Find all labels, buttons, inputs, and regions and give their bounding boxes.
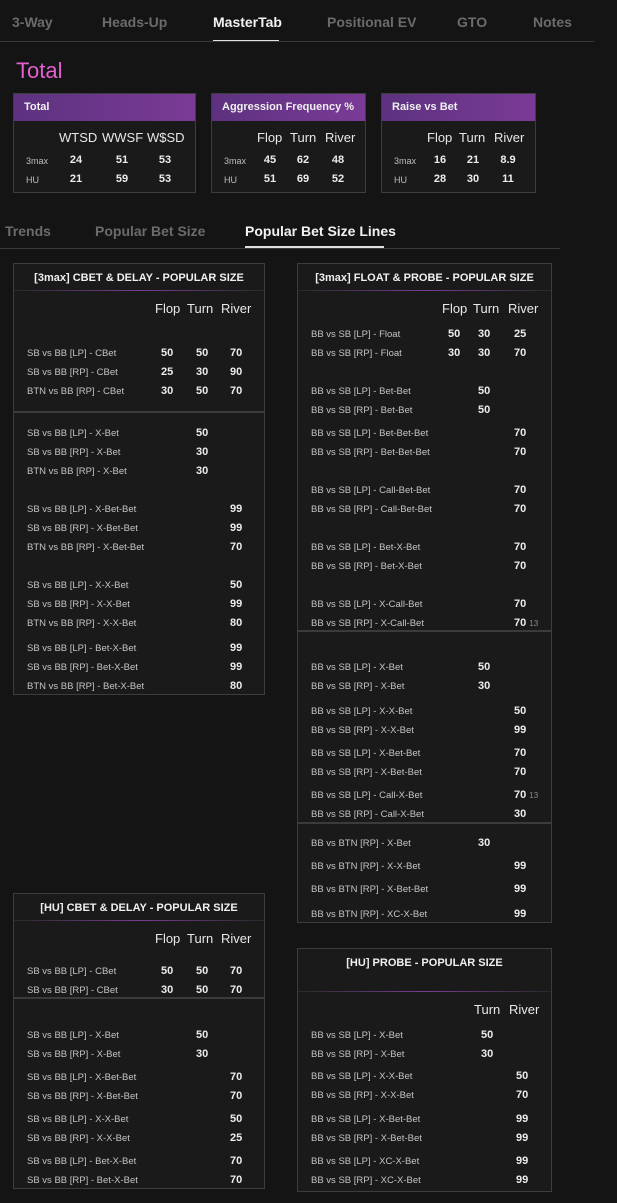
bet-size-value: 30 [478, 680, 491, 692]
bet-size-value: 30 [196, 1048, 209, 1060]
column-header: River [221, 931, 252, 946]
stat-box-title: Total [14, 94, 195, 121]
bet-size-value: 50 [478, 385, 491, 397]
row-label: SB vs BB [LP] - X-Bet [27, 1030, 119, 1041]
page-title: Total [16, 58, 63, 83]
bet-size-value: 70 13 [514, 617, 539, 629]
bet-size-value: 50 [516, 1070, 529, 1082]
sample-count: 13 [529, 619, 539, 628]
column-header: River [494, 130, 525, 145]
bet-size-value: 70 [514, 598, 527, 610]
stat-box-title: Aggression Frequency % [212, 94, 365, 121]
row-label: HU [224, 175, 237, 185]
stat-value: 21 [466, 154, 480, 166]
bet-size-value: 30 [478, 328, 491, 340]
column-header: WWSF [102, 130, 144, 145]
stat-value: 48 [331, 154, 345, 166]
row-label: BB vs SB [RP] - X-X-Bet [311, 725, 414, 736]
row-label: SB vs BB [RP] - X-X-Bet [27, 1133, 130, 1144]
bet-size-value: 99 [230, 522, 243, 534]
bet-size-value: 70 [230, 385, 243, 397]
bet-size-value: 99 [230, 503, 243, 515]
bet-size-value: 80 [230, 680, 243, 692]
row-label: BB vs BTN [RP] - XC-X-Bet [311, 909, 428, 920]
bet-size-value: 99 [230, 661, 243, 673]
bet-size-value: 70 [230, 1090, 243, 1102]
bet-size-value: 70 [516, 1089, 529, 1101]
column-header: River [221, 301, 252, 316]
row-label: BB vs SB [LP] - X-Bet-Bet [311, 748, 421, 759]
bet-size-value: 99 [514, 883, 527, 895]
row-label: BB vs BTN [RP] - X-X-Bet [311, 861, 421, 872]
bet-size-value: 99 [516, 1174, 529, 1186]
bet-size-value: 70 [514, 427, 527, 439]
row-label: BB vs SB [LP] - Bet-Bet [311, 386, 411, 397]
bet-size-value: 50 [448, 328, 461, 340]
row-label: 3max [394, 156, 417, 166]
bet-size-value: 99 [514, 908, 527, 920]
bet-size-value: 50 [161, 347, 174, 359]
column-header: Flop [155, 301, 181, 316]
row-label: BB vs SB [RP] - Bet-Bet-Bet [311, 447, 430, 458]
row-label: BTN vs BB [RP] - X-Bet-Bet [27, 542, 145, 553]
row-label: SB vs BB [RP] - CBet [27, 367, 118, 378]
row-label: BB vs SB [LP] - Bet-Bet-Bet [311, 428, 429, 439]
group-separator [14, 411, 264, 413]
row-label: SB vs BB [RP] - X-X-Bet [27, 599, 130, 610]
bet-size-value: 70 [230, 1174, 243, 1186]
bet-size-value: 50 [196, 1029, 209, 1041]
column-header: Turn [473, 301, 500, 316]
column-header: Flop [155, 931, 181, 946]
row-label: SB vs BB [LP] - Bet-X-Bet [27, 643, 137, 654]
column-header: Turn [459, 130, 486, 145]
row-label: BB vs SB [RP] - X-Bet [311, 1049, 405, 1060]
panel-title: [3max] FLOAT & PROBE - POPULAR SIZE [315, 272, 534, 284]
row-label: BB vs SB [LP] - Call-Bet-Bet [311, 485, 431, 496]
stat-value: 16 [433, 154, 447, 166]
row-label: HU [394, 175, 407, 185]
bet-size-value: 50 [196, 965, 209, 977]
column-header: River [325, 130, 356, 145]
row-label: BB vs SB [RP] - X-X-Bet [311, 1090, 414, 1101]
tab-popular-bet-size[interactable]: Popular Bet Size [95, 223, 206, 239]
row-label: SB vs BB [LP] - CBet [27, 966, 117, 977]
bet-size-value: 70 [514, 503, 527, 515]
row-label: SB vs BB [LP] - X-Bet-Bet [27, 504, 137, 515]
bet-size-value: 70 [514, 484, 527, 496]
bet-size-value: 25 [514, 328, 527, 340]
panel-hu-probe [297, 948, 552, 1192]
stat-box-raise-vs-bet [381, 93, 536, 193]
row-label: BB vs SB [LP] - X-X-Bet [311, 1071, 413, 1082]
column-header: Turn [187, 931, 214, 946]
bet-size-value: 25 [161, 366, 174, 378]
row-label: BB vs SB [LP] - X-Call-Bet [311, 599, 423, 610]
tabs-divider [0, 41, 594, 42]
bet-size-value: 50 [161, 965, 174, 977]
bet-size-value: 70 [230, 1071, 243, 1083]
panel-title-underline [298, 290, 551, 291]
stat-value: 45 [263, 154, 277, 166]
bet-size-value: 70 [230, 965, 243, 977]
stat-value: 69 [296, 173, 310, 185]
row-label: BTN vs BB [RP] - X-X-Bet [27, 618, 137, 629]
row-label: BB vs SB [LP] - X-X-Bet [311, 706, 413, 717]
stat-value: 52 [331, 173, 345, 185]
row-label: SB vs BB [RP] - X-Bet [27, 447, 121, 458]
bet-size-value: 30 [478, 347, 491, 359]
bet-size-value: 99 [516, 1155, 529, 1167]
tab-trends[interactable]: Trends [5, 223, 51, 239]
row-label: BB vs SB [RP] - X-Call-Bet [311, 618, 424, 629]
row-label: SB vs BB [LP] - X-X-Bet [27, 580, 129, 591]
row-label: SB vs BB [RP] - Bet-X-Bet [27, 1175, 138, 1186]
bet-size-value: 30 [448, 347, 461, 359]
bet-size-value: 70 [514, 766, 527, 778]
column-header: Turn [187, 301, 214, 316]
bet-size-value: 30 [161, 984, 174, 996]
panel-title: [HU] CBET & DELAY - POPULAR SIZE [40, 902, 238, 914]
row-label: SB vs BB [LP] - Bet-X-Bet [27, 1156, 137, 1167]
tab-mastertab[interactable]: MasterTab [213, 14, 282, 30]
row-label: BB vs SB [LP] - XC-X-Bet [311, 1156, 420, 1167]
column-header: River [509, 1002, 540, 1017]
section-tabs-divider [0, 248, 560, 249]
panel-title-underline [14, 290, 264, 291]
bet-size-value: 70 [514, 446, 527, 458]
row-label: BB vs SB [RP] - Bet-Bet [311, 405, 413, 416]
row-label: BB vs SB [RP] - Call-X-Bet [311, 809, 424, 820]
row-label: SB vs BB [RP] - Bet-X-Bet [27, 662, 138, 673]
tab-popular-bet-size-lines[interactable]: Popular Bet Size Lines [245, 223, 396, 239]
tab-heads-up[interactable]: Heads-Up [102, 14, 168, 30]
bet-size-value: 50 [478, 661, 491, 673]
bet-size-value: 50 [196, 347, 209, 359]
group-separator [14, 997, 264, 999]
bet-size-value: 90 [230, 366, 243, 378]
bet-size-value: 50 [230, 579, 243, 591]
group-separator [298, 822, 551, 824]
column-header: Flop [442, 301, 468, 316]
sample-count: 13 [529, 791, 539, 800]
tab-3-way[interactable]: 3-Way [12, 14, 53, 30]
bet-size-value: 25 [230, 1132, 243, 1144]
column-header: WTSD [59, 130, 98, 145]
panel-title: [HU] PROBE - POPULAR SIZE [346, 957, 503, 969]
stat-value: 53 [158, 173, 172, 185]
bet-size-value: 30 [196, 366, 209, 378]
row-label: SB vs BB [RP] - X-Bet-Bet [27, 1091, 138, 1102]
bet-size-value: 70 [230, 347, 243, 359]
row-label: BB vs SB [RP] - Call-Bet-Bet [311, 504, 432, 515]
row-label: BB vs SB [RP] - X-Bet-Bet [311, 767, 422, 778]
bet-size-value: 30 [481, 1048, 494, 1060]
row-label: BB vs SB [LP] - Bet-X-Bet [311, 542, 421, 553]
column-header: W$SD [147, 130, 185, 145]
row-label: SB vs BB [LP] - CBet [27, 348, 117, 359]
bet-size-value: 80 [230, 617, 243, 629]
tab-gto[interactable]: GTO [457, 14, 488, 30]
row-label: SB vs BB [LP] - X-Bet-Bet [27, 1072, 137, 1083]
stat-value: 24 [69, 154, 83, 166]
column-header: Flop [257, 130, 283, 145]
row-label: SB vs BB [RP] - CBet [27, 985, 118, 996]
bet-size-value: 70 [514, 347, 527, 359]
row-label: BB vs BTN [RP] - X-Bet-Bet [311, 884, 429, 895]
bet-size-value: 30 [196, 465, 209, 477]
row-label: SB vs BB [RP] - X-Bet-Bet [27, 523, 138, 534]
tab-notes[interactable]: Notes [533, 14, 572, 30]
stat-value: 28 [433, 173, 447, 185]
row-label: BB vs SB [LP] - X-Bet-Bet [311, 1114, 421, 1125]
bet-size-value: 50 [481, 1029, 494, 1041]
bet-size-value: 70 13 [514, 789, 539, 801]
bet-size-value: 99 [516, 1132, 529, 1144]
row-label: BB vs SB [RP] - XC-X-Bet [311, 1175, 421, 1186]
bet-size-value: 50 [514, 705, 527, 717]
stat-box-aggression-frequency [211, 93, 366, 193]
stat-value: 11 [502, 173, 514, 185]
bet-size-value: 70 [514, 560, 527, 572]
row-label: BB vs SB [RP] - X-Bet-Bet [311, 1133, 422, 1144]
stat-box-title: Raise vs Bet [382, 94, 535, 121]
bet-size-value: 30 [478, 837, 491, 849]
column-header: Turn [474, 1002, 501, 1017]
panel-title-underline [14, 920, 264, 921]
bet-size-value: 70 [230, 541, 243, 553]
column-header: Turn [290, 130, 317, 145]
bet-size-value: 70 [514, 541, 527, 553]
stat-value: 59 [115, 173, 129, 185]
bet-size-value: 30 [196, 446, 209, 458]
row-label: BB vs SB [RP] - Bet-X-Bet [311, 561, 422, 572]
bet-size-value: 99 [230, 642, 243, 654]
panel-3max-cbet-delay [13, 263, 265, 695]
stat-value: 8.9 [500, 154, 516, 166]
column-header: River [508, 301, 539, 316]
stat-box-total [13, 93, 196, 193]
column-header: Flop [427, 130, 453, 145]
stat-value: 30 [466, 173, 480, 185]
bet-size-value: 50 [230, 1113, 243, 1125]
stat-value: 21 [69, 173, 83, 185]
bet-size-value: 50 [196, 385, 209, 397]
tab-positional-ev[interactable]: Positional EV [327, 14, 417, 30]
stat-value: 62 [296, 154, 310, 166]
row-label: BTN vs BB [RP] - CBet [27, 386, 125, 397]
panel-hu-cbet-delay [13, 893, 265, 1189]
bet-size-value: 30 [514, 808, 527, 820]
row-label: BTN vs BB [RP] - Bet-X-Bet [27, 681, 145, 692]
bet-size-value: 70 [230, 984, 243, 996]
bet-size-value: 99 [230, 598, 243, 610]
stat-value: 51 [115, 154, 129, 166]
row-label: SB vs BB [RP] - X-Bet [27, 1049, 121, 1060]
row-label: BB vs SB [LP] - Call-X-Bet [311, 790, 423, 801]
bet-size-value: 99 [514, 724, 527, 736]
row-label: BB vs SB [RP] - X-Bet [311, 681, 405, 692]
row-label: BB vs SB [RP] - Float [311, 348, 402, 359]
panel-title-underline [298, 991, 551, 992]
group-separator [298, 630, 551, 632]
bet-size-value: 50 [478, 404, 491, 416]
row-label: SB vs BB [LP] - X-X-Bet [27, 1114, 129, 1125]
bet-size-value: 50 [196, 984, 209, 996]
bet-size-value: 50 [196, 427, 209, 439]
row-label: BB vs SB [LP] - Float [311, 329, 401, 340]
row-label: HU [26, 175, 39, 185]
row-label: 3max [26, 156, 49, 166]
panel-title: [3max] CBET & DELAY - POPULAR SIZE [34, 272, 244, 284]
row-label: BB vs BTN [RP] - X-Bet [311, 838, 411, 849]
row-label: BTN vs BB [RP] - X-Bet [27, 466, 127, 477]
bet-size-value: 70 [514, 747, 527, 759]
bet-size-value: 99 [514, 860, 527, 872]
stat-value: 51 [263, 173, 277, 185]
row-label: BB vs SB [LP] - X-Bet [311, 662, 403, 673]
stat-value: 53 [158, 154, 172, 166]
row-label: SB vs BB [LP] - X-Bet [27, 428, 119, 439]
row-label: BB vs SB [LP] - X-Bet [311, 1030, 403, 1041]
panel-3max-float-probe [297, 263, 552, 923]
bet-size-value: 70 [230, 1155, 243, 1167]
bet-size-value: 30 [161, 385, 174, 397]
bet-size-value: 99 [516, 1113, 529, 1125]
row-label: 3max [224, 156, 247, 166]
